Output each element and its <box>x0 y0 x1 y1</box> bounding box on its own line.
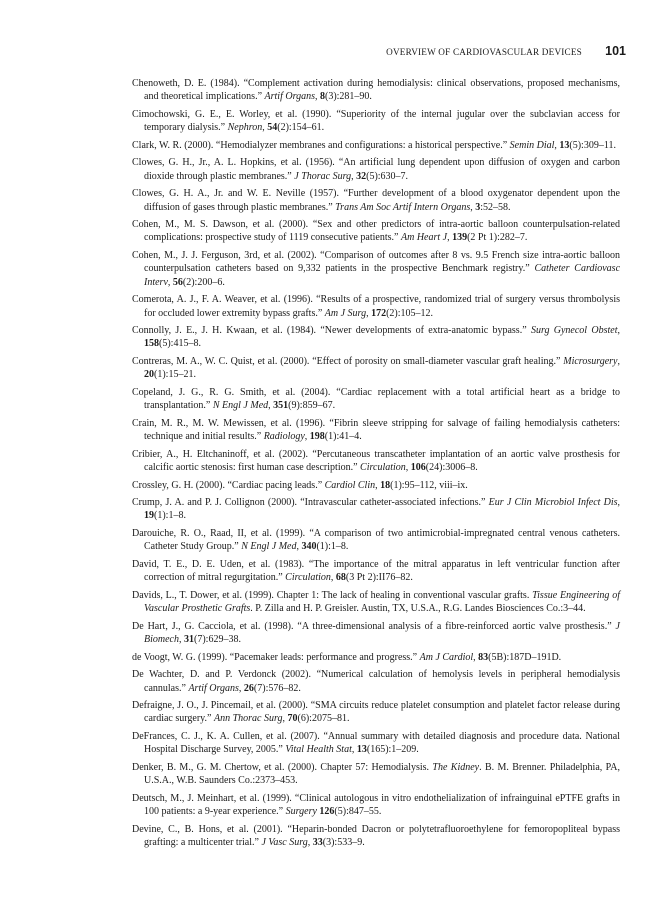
reference-text: (1):15–21. <box>154 369 196 381</box>
reference-text: Contreras, M. A., W. C. Quist, et al. (2000). “Effect of porosity on small-diameter vascular graft healing.” <box>132 356 564 368</box>
reference-entry <box>132 792 620 819</box>
reference-journal: Surg Gynecol Obstet <box>530 325 618 337</box>
reference-text: David, T. E., D. E. Uden, et al. (1983). “The importance of the mitral apparatus in left ventricular function after correction of mitral regurgitation.” <box>132 558 620 584</box>
reference-text: Davids, L., T. Dower, et al. (1999). Chapter 1: The lack of healing in conventional vascular grafts. <box>132 589 533 601</box>
reference-text: (7):629–38. <box>194 634 241 646</box>
reference-volume: 126 <box>319 806 335 818</box>
reference-text: De Hart, J., G. Cacciola, et al. (1998). “A three-dimensional analysis of a fibre-reinforced aortic valve prosthesis.” <box>132 620 616 632</box>
reference-volume: 13 <box>559 139 570 151</box>
reference-text: , <box>296 541 302 553</box>
reference-journal: N Engl J Med <box>212 400 269 412</box>
reference-volume: 54 <box>267 122 278 134</box>
reference-journal: Catheter Cardiovasc Interv <box>144 263 621 288</box>
reference-text: (5):630–7. <box>366 170 409 182</box>
reference-volume: 139 <box>452 232 468 244</box>
reference-entry <box>132 479 620 492</box>
reference-volume: 18 <box>380 479 391 491</box>
reference-journal: Am J Cardiol <box>419 651 474 663</box>
reference-volume: 351 <box>273 400 289 412</box>
reference-text: DeFrances, C. J., K. A. Cullen, et al. (2007). “Annual summary with detailed diagnosis and procedure data. National Hospital Discharge Survey, 2005.” <box>132 731 620 756</box>
reference-text: , <box>617 356 620 368</box>
reference-volume: 32 <box>356 170 367 182</box>
reference-text: (7):576–82. <box>253 682 301 694</box>
reference-journal: Circulation <box>285 572 331 584</box>
reference-text: Clowes, G. H., Jr., A. L. Hopkins, et al. (1956). “An artificial lung dependent upon diffusion of oxygen and carbon dioxide through plastic membranes.” <box>132 157 620 182</box>
reference-text: , <box>366 307 372 319</box>
reference-text: , <box>307 836 313 848</box>
reference-entry <box>132 699 620 726</box>
reference-text: , <box>617 497 621 509</box>
reference-volume: 68 <box>335 572 346 584</box>
reference-entry <box>132 620 620 647</box>
reference-volume: 340 <box>301 541 317 553</box>
reference-text: Clowes, G. H. A., Jr. and W. E. Neville (1957). “Further development of a blood oxygenator dependent upon the diffusion of gases through plastic membranes.” <box>132 188 620 213</box>
reference-text: Denker, B. M., G. M. Chertow, et al. (2000). Chapter 57: Hemodialysis. <box>132 761 433 773</box>
reference-entry <box>132 668 620 695</box>
reference-journal: Circulation <box>360 461 406 473</box>
reference-text: de Voogt, W. G. (1999). “Pacemaker leads: performance and progress.” <box>132 651 420 663</box>
reference-text: (5B):187D–191D. <box>488 651 562 663</box>
reference-entry <box>132 589 620 616</box>
reference-entry <box>132 139 620 152</box>
reference-text: , <box>554 139 560 151</box>
reference-entry <box>132 324 620 351</box>
reference-text: (9):859–67. <box>288 400 336 412</box>
reference-journal: Radiology <box>263 431 305 443</box>
reference-text: (1):1–8. <box>316 541 349 553</box>
reference-journal: Surgery <box>285 806 317 818</box>
reference-list <box>132 77 620 854</box>
reference-text: Devine, C., B. Hons, et al. (2001). “Heparin-bonded Dacron or polytetrafluoroethylene for femoropopliteal bypass grafting: a multicenter trial.” <box>132 823 620 848</box>
reference-text: , <box>314 91 320 103</box>
reference-text: (24):3006–8. <box>425 461 478 473</box>
reference-journal: Trans Am Soc Artif Intern Organs <box>335 201 471 213</box>
reference-text: Darouiche, R. O., Raad, II, et al. (1999). “A comparison of two antimicrobial-impregnated central venous catheters. Catheter Study Group.” <box>132 528 620 553</box>
reference-entry <box>132 77 620 104</box>
page-header <box>132 44 626 60</box>
reference-journal: Am J Surg <box>324 307 367 319</box>
reference-text: (3):281–90. <box>324 91 372 103</box>
reference-text: Defraigne, J. O., J. Pincemail, et al. (2000). “SMA circuits reduce platelet consumption and platelet factor release during cardiac surgery.” <box>132 700 620 725</box>
reference-volume: 198 <box>309 431 325 443</box>
reference-volume: 172 <box>371 307 387 319</box>
reference-text: (1):41–4. <box>324 431 362 443</box>
reference-text: (2 Pt 1):282–7. <box>467 232 528 244</box>
reference-entry <box>132 156 620 183</box>
reference-text: (6):2075–81. <box>297 713 350 725</box>
reference-text: Copeland, J. G., R. G. Smith, et al. (2004). “Cardiac replacement with a total artificial heart as a bridge to transplantation.” <box>132 386 620 412</box>
reference-entry <box>132 761 620 788</box>
reference-volume: 19 <box>144 510 154 522</box>
reference-text: (3):533–9. <box>322 836 365 848</box>
reference-journal: Am Heart J <box>400 232 448 244</box>
reference-text: Cohen, M., J. J. Ferguson, 3rd, et al. (2002). “Comparison of outcomes after 8 vs. 9.5 French size intra-aortic balloon counterpulsation catheters based on 9,332 patients in the prospective Benchmark registry.” <box>132 250 620 275</box>
reference-text: , <box>351 170 357 182</box>
reference-text: (2):200–6. <box>182 276 225 288</box>
page-number: 101 <box>605 44 626 58</box>
reference-entry <box>132 187 620 214</box>
reference-journal: Artif Organs <box>188 682 239 694</box>
reference-text: Comerota, A. J., F. A. Weaver, et al. (1996). “Results of a prospective, randomized trial of surgery versus thrombolysis for occluded lower extremity bypass grafts.” <box>132 294 620 319</box>
reference-entry <box>132 355 620 382</box>
reference-text: , <box>304 431 310 443</box>
reference-text: Crossley, G. H. (2000). “Cardiac pacing leads.” <box>132 479 325 491</box>
reference-volume: 56 <box>172 276 183 288</box>
reference-journal: J Biomech <box>144 620 620 646</box>
reference-text: Clark, W. R. (2000). “Hemodialyzer membranes and configurations: a historical perspective.” <box>132 139 510 151</box>
reference-entry <box>132 496 620 523</box>
reference-volume: 26 <box>243 682 254 694</box>
reference-text: (1):1–8. <box>154 510 186 522</box>
reference-entry <box>132 249 620 289</box>
reference-volume: 31 <box>184 634 194 646</box>
running-title: OVERVIEW OF CARDIOVASCULAR DEVICES <box>386 47 582 57</box>
reference-entry <box>132 651 620 664</box>
reference-text: (5):415–8. <box>159 338 201 350</box>
reference-text: . B. M. Brenner. Philadelphia, PA, U.S.A., W.B. Saunders Co.:2373–453. <box>144 761 621 787</box>
reference-entry <box>132 293 620 320</box>
reference-volume: 158 <box>144 338 159 350</box>
reference-volume: 8 <box>319 91 325 103</box>
reference-text: (3 Pt 2):II76–82. <box>345 572 413 584</box>
reference-text: (2):154–61. <box>277 122 325 134</box>
reference-text: (5):847–55. <box>334 806 382 818</box>
reference-entry <box>132 108 620 135</box>
reference-text: , <box>167 276 173 288</box>
reference-entry <box>132 558 620 585</box>
reference-journal: Semin Dial <box>509 139 555 151</box>
reference-volume: 83 <box>478 651 489 663</box>
reference-text: De Wachter, D. and P. Verdonck (2002). “Numerical calculation of hemolysis levels in peripheral hemodialysis cannulas.” <box>132 669 620 694</box>
reference-text: , <box>238 682 244 694</box>
reference-text: Crain, M. R., M. W. Mewissen, et al. (1996). “Fibrin sleeve stripping for salvage of failing hemodialysis catheters: technique and initial results.” <box>132 417 620 443</box>
reference-text: , <box>179 634 184 646</box>
reference-text: Crump, J. A. and P. J. Collignon (2000). “Intravascular catheter-associated infections.” <box>132 497 489 509</box>
reference-text: , <box>262 122 268 134</box>
reference-volume: 3 <box>475 201 481 213</box>
reference-text: , <box>351 744 357 756</box>
reference-entry <box>132 417 620 444</box>
reference-text: (2):105–12. <box>386 307 434 319</box>
reference-volume: 13 <box>356 744 367 756</box>
reference-journal: J Thorac Surg <box>294 170 352 182</box>
reference-volume: 33 <box>312 836 323 848</box>
reference-entry <box>132 527 620 554</box>
reference-volume: 106 <box>410 461 426 473</box>
reference-journal: Ann Thorac Surg <box>213 713 283 725</box>
reference-journal: Microsurgery <box>563 356 618 368</box>
reference-entry <box>132 218 620 245</box>
reference-journal: J Vasc Surg <box>261 836 308 848</box>
reference-journal: N Engl J Med <box>241 541 297 553</box>
reference-text: (165):1–209. <box>366 744 419 756</box>
reference-text: (5):309–11. <box>569 139 616 151</box>
reference-text: , <box>268 400 274 412</box>
reference-journal: The Kidney <box>432 761 480 773</box>
reference-text: Deutsch, M., J. Meinhart, et al. (1999). “Clinical autologous in vitro endothelialization of infrainguinal ePTFE grafts in 100 patients: a 9-year experience.” <box>132 792 620 818</box>
reference-journal: Vital Health Stat <box>285 744 352 756</box>
reference-journal: Artif Organs <box>264 91 315 103</box>
reference-entry <box>132 448 620 475</box>
reference-text: Connolly, J. E., J. H. Kwaan, et al. (1984). “Newer developments of extra-anatomic bypass.” <box>132 325 531 337</box>
reference-volume: 70 <box>287 713 298 725</box>
reference-text: Cimochowski, G. E., E. Worley, et al. (1990). “Superiority of the internal jugular over the subclavian access for temporary dialysis.” <box>132 108 620 134</box>
reference-text: (1):95–112, viii–ix. <box>390 479 468 491</box>
reference-text: . P. Zilla and H. P. Greisler. Austin, TX, U.S.A., R.G. Landes Biosciences Co.:3–44. <box>250 603 586 615</box>
reference-text: , <box>473 651 479 663</box>
reference-text: Cohen, M., M. S. Dawson, et al. (2000). “Sex and other predictors of intra-aortic balloon counterpulsation-related complications: prospective study of 1119 consecutive patients.” <box>132 219 620 244</box>
reference-text: , <box>282 713 288 725</box>
reference-entry <box>132 823 620 850</box>
reference-text: , <box>330 572 336 584</box>
reference-text: :52–58. <box>480 201 511 213</box>
reference-entry <box>132 386 620 413</box>
reference-journal: Cardiol Clin <box>324 479 376 491</box>
reference-text: , <box>447 232 453 244</box>
reference-text: , <box>470 201 476 213</box>
reference-journal: Eur J Clin Microbiol Infect Dis <box>488 497 618 509</box>
reference-entry <box>132 730 620 757</box>
reference-text: Chenoweth, D. E. (1984). “Complement activation during hemodialysis: clinical observations, proposed mechanisms, and theoretical implications.” <box>132 78 620 103</box>
reference-volume: 20 <box>144 369 154 381</box>
reference-text: , <box>375 479 381 491</box>
reference-journal: Nephron <box>227 122 263 134</box>
reference-journal: Tissue Engineering of Vascular Prosthetic Grafts <box>144 589 620 615</box>
reference-text: Cribier, A., H. Eltchaninoff, et al. (2002). “Percutaneous transcatheter implantation of an aortic valve prosthesis for calcific aortic stenosis: first human case description.” <box>132 448 620 473</box>
reference-text: , <box>405 461 411 473</box>
reference-text: , <box>617 325 620 337</box>
